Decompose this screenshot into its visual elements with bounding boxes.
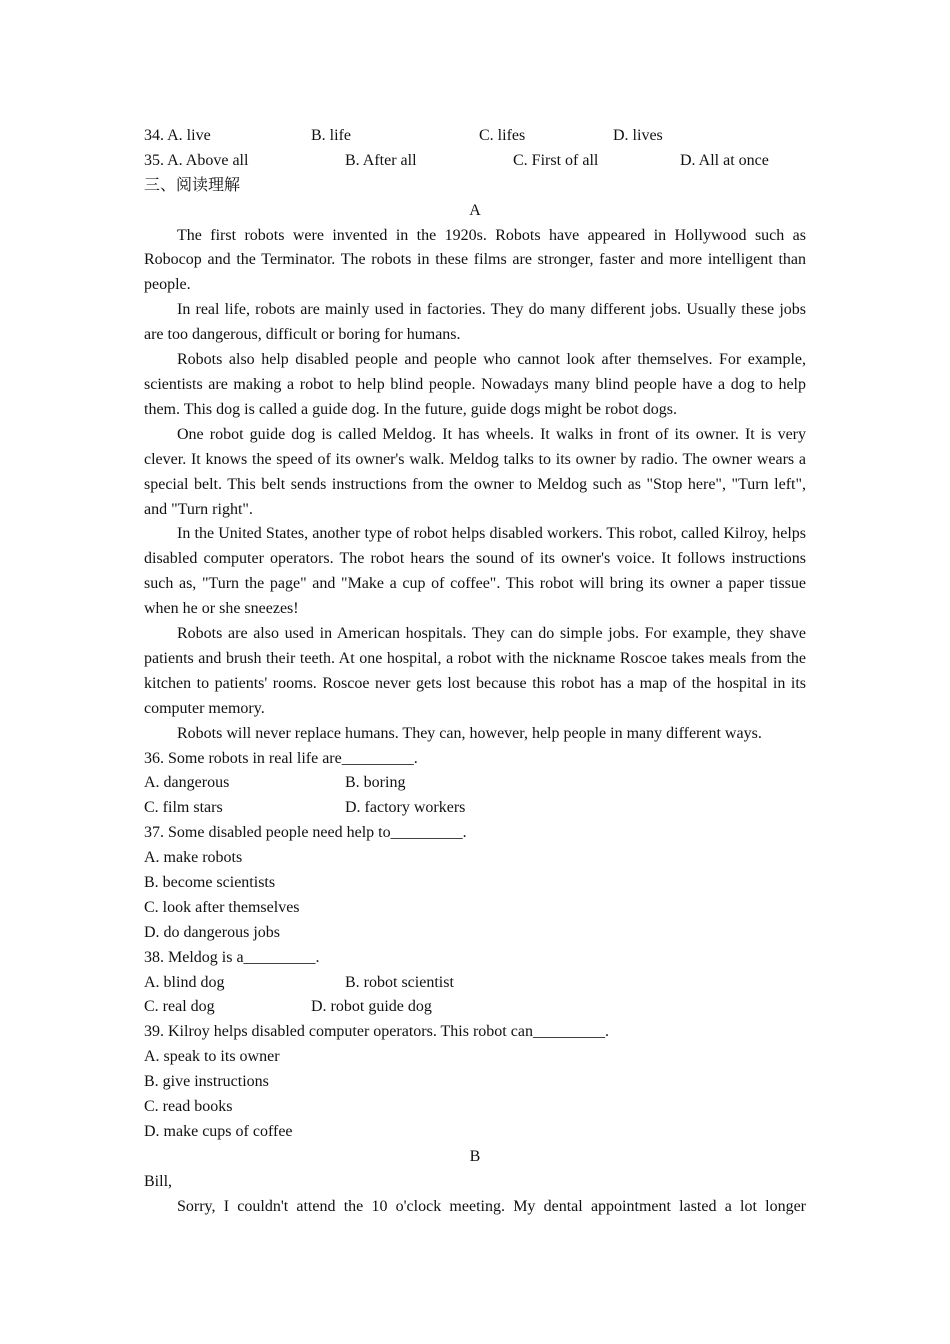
q38-option-a: A. blind dog bbox=[144, 973, 225, 991]
q37-option-b: B. become scientists bbox=[144, 874, 276, 892]
q35-option-b: B. After all bbox=[345, 151, 417, 169]
q34-option-c: C. lifes bbox=[479, 127, 526, 144]
q35-option-a: 35. A. Above all bbox=[144, 151, 249, 169]
q38-option-b: B. robot scientist bbox=[345, 973, 454, 991]
q39-option-d: D. make cups of coffee bbox=[144, 1122, 293, 1140]
passage-b-heading: B bbox=[469, 1147, 481, 1165]
passage-a-heading: A bbox=[469, 201, 481, 219]
q36-option-c: C. film stars bbox=[144, 799, 223, 817]
question-35 bbox=[144, 149, 806, 174]
q36-option-d: D. factory workers bbox=[345, 799, 466, 817]
q36-option-b: B. boring bbox=[345, 774, 406, 792]
q37-option-d: D. do dangerous jobs bbox=[144, 923, 280, 941]
passage-b-greeting: Bill, bbox=[144, 1172, 173, 1190]
q36-option-a: A. dangerous bbox=[144, 774, 230, 792]
q39-option-a: A. speak to its owner bbox=[144, 1048, 280, 1066]
document-page bbox=[144, 124, 806, 1220]
q34-option-d: D. lives bbox=[613, 127, 663, 144]
passage-a-paragraph-1: The first robots were invented in the 1920s. Robots have appeared in Hollywood such as Robocop and the Terminator. The robots in these films are stronger, faster and more intelligent than people. bbox=[144, 226, 806, 294]
passage-a-paragraph-4: One robot guide dog is called Meldog. It has wheels. It walks in front of its owner. It is very clever. It knows the speed of its owner's walk. Meldog talks to its owner by radio. The owner wears a special belt. This belt sends instructions from the owner to Meldog such as "Stop here", "Turn left", and "Turn right". bbox=[144, 425, 806, 518]
passage-a-paragraph-2: In real life, robots are mainly used in factories. They do many different jobs. Usually these jobs are too dangerous, difficult or boring for humans. bbox=[144, 301, 806, 344]
question-38-row-1 bbox=[144, 971, 806, 996]
question-36-row-2 bbox=[144, 796, 806, 821]
passage-a-paragraph-7: Robots will never replace humans. They can, however, help people in many different ways. bbox=[177, 724, 762, 742]
passage-a-paragraph-5: In the United States, another type of robot helps disabled workers. This robot, called Kilroy, helps disabled computer operators. The robot hears the sound of its owner's voice. It follows instructions such as, "Turn the page" and "Make a cup of coffee". This robot will bring its owner a paper tissue when he or she sneezes! bbox=[144, 525, 806, 618]
question-39-stem: 39. Kilroy helps disabled computer operators. This robot can_________. bbox=[144, 1023, 609, 1041]
question-38-row-2 bbox=[144, 995, 806, 1020]
q38-option-d: D. robot guide dog bbox=[311, 998, 432, 1016]
q38-option-c: C. real dog bbox=[144, 998, 215, 1016]
question-38-stem: 38. Meldog is a_________. bbox=[144, 948, 320, 966]
passage-b-paragraph-1: Sorry, I couldn't attend the 10 o'clock meeting. My dental appointment lasted a lot longer bbox=[177, 1197, 806, 1215]
q35-option-d: D. All at once bbox=[680, 151, 769, 169]
passage-a-paragraph-6: Robots are also used in American hospitals. They can do simple jobs. For example, they shave patients and brush their teeth. At one hospital, a robot with the nickname Roscoe takes meals from the kitchen to patients' rooms. Roscoe never gets lost because this robot has a map of the hospital in its computer memory. bbox=[144, 625, 806, 717]
q34-option-a: 34. A. live bbox=[144, 127, 211, 144]
question-36-row-1 bbox=[144, 771, 806, 796]
q35-option-c: C. First of all bbox=[513, 151, 599, 169]
q34-option-b: B. life bbox=[311, 127, 351, 144]
q39-option-b: B. give instructions bbox=[144, 1073, 269, 1091]
q37-option-c: C. look after themselves bbox=[144, 898, 300, 916]
question-37-stem: 37. Some disabled people need help to_________. bbox=[144, 824, 467, 842]
passage-a-paragraph-3: Robots also help disabled people and people who cannot look after themselves. For example, scientists are making a robot to help blind people. Nowadays many blind people have a dog to help them. This dog is called a guide dog. In the future, guide dogs might be robot dogs. bbox=[144, 351, 806, 418]
section-heading: 三、阅读理解 bbox=[144, 176, 241, 194]
question-34 bbox=[144, 124, 806, 149]
q37-option-a: A. make robots bbox=[144, 849, 243, 867]
question-36-stem: 36. Some robots in real life are_________. bbox=[144, 749, 418, 767]
q39-option-c: C. read books bbox=[144, 1098, 233, 1116]
